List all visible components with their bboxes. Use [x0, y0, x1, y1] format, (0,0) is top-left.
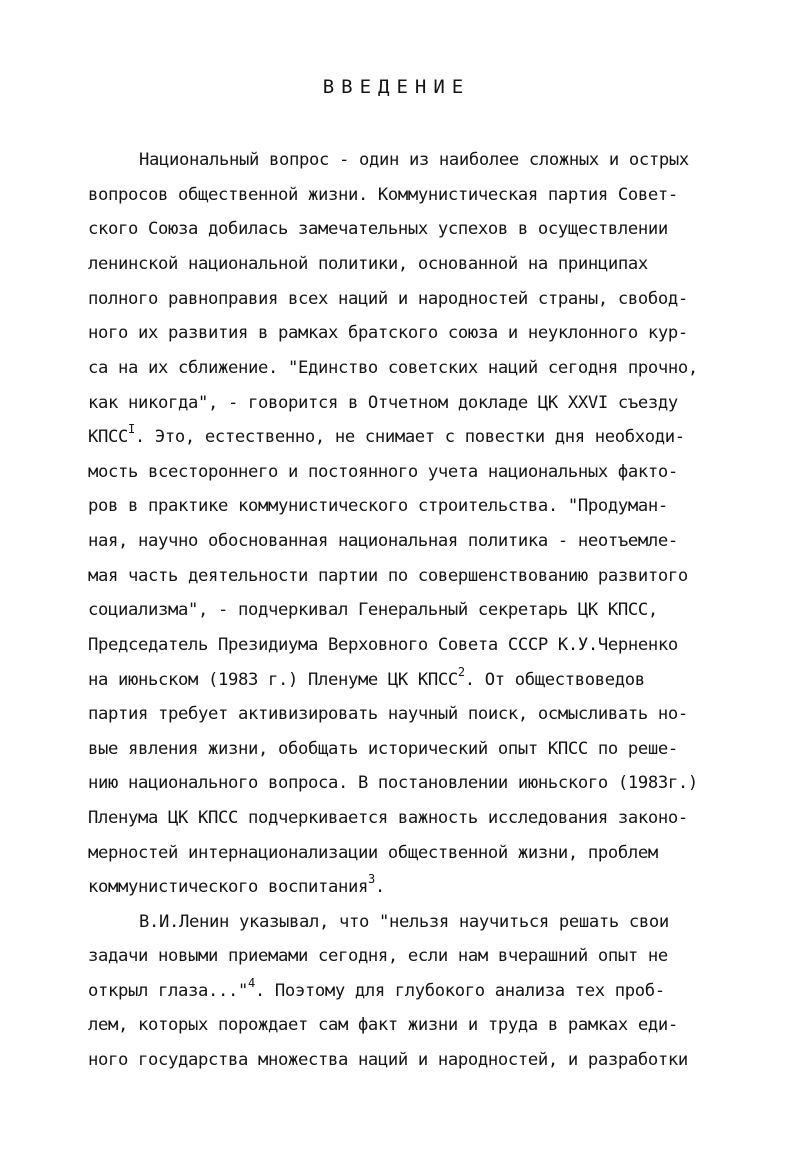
- footnote-ref: 3: [367, 872, 375, 887]
- text-line: как никогда", - говорится в Отчетном докладе ЦК XXVI съезду: [88, 393, 678, 413]
- footnote-ref: I: [128, 422, 135, 437]
- text-line: ленинской национальной политики, основанной на принципах: [88, 254, 648, 274]
- text-line: Председатель Президиума Верховного Совета СССР К.У.Черненко: [88, 635, 678, 655]
- text-line: социализма", - подчеркивал Генеральный секретарь ЦК КПСС,: [88, 600, 658, 620]
- text-line: ная, научно обоснованная национальная политика - неотъемле-: [88, 531, 678, 551]
- text-line: ров в практике коммунистического строительства. "Продуман-: [88, 496, 668, 516]
- text-line: лем, которых порождает сам факт жизни и труда в рамках еди-: [88, 1015, 678, 1035]
- text-line: задачи новыми приемами сегодня, если нам вчерашний опыт не: [88, 946, 668, 966]
- text-line: нию национального вопроса. В постановлении июньского (1983г.): [88, 773, 698, 793]
- text-line: Пленума ЦК КПСС подчеркивается важность исследования законо-: [88, 808, 688, 828]
- text-line: мерностей интернационализации общественной жизни, проблем: [88, 843, 658, 863]
- text-line: ского Союза добилась замечательных успехов в осуществлении: [88, 219, 668, 239]
- text-line: коммунистического воспитания$^3$.: [88, 872, 385, 897]
- text-line: партия требует активизировать научный поиск, осмысливать но-: [88, 704, 688, 724]
- text-line: $КПСС^I$. Это, естественно, не снимает с повестки дня необходи-: [88, 422, 685, 447]
- text-line: са на их сближение. "Единство советских наций сегодня прочно,: [88, 358, 698, 378]
- text-line: на июньском (1983 г.) Пленуме ЦК КПСС$^2$. От обществоведов: [88, 665, 645, 690]
- text-line: мая часть деятельности партии по совершенствованию развитого: [88, 566, 688, 586]
- footnote-ref: 4: [247, 976, 255, 991]
- text-line: ного их развития в рамках братского союза и неуклонного кур-: [88, 323, 688, 343]
- text-line: ного государства множества наций и народностей, и разработки: [88, 1050, 688, 1070]
- text-line: вопросов общественной жизни. Коммунистическая партия Совет-: [88, 185, 678, 205]
- text-line: полного равноправия всех наций и народностей страны, свобод-: [88, 289, 688, 309]
- text-line: вые явления жизни, обобщать исторический опыт КПСС по реше-: [88, 739, 678, 759]
- page-title: ВВЕДЕНИЕ: [322, 76, 471, 98]
- text-line: Национальный вопрос - один из наиболее сложных и острых: [139, 150, 689, 170]
- text-line: открыл глаза..."$^4$. Поэтому для глубокого анализа тех проб-: [88, 976, 665, 1001]
- footnote-ref: 2: [457, 665, 465, 680]
- text-line: В.И.Ленин указывал, что "нельзя научиться решать свои: [139, 912, 669, 932]
- text-line: мость всестороннего и постоянного учета национальных факто-: [88, 462, 678, 482]
